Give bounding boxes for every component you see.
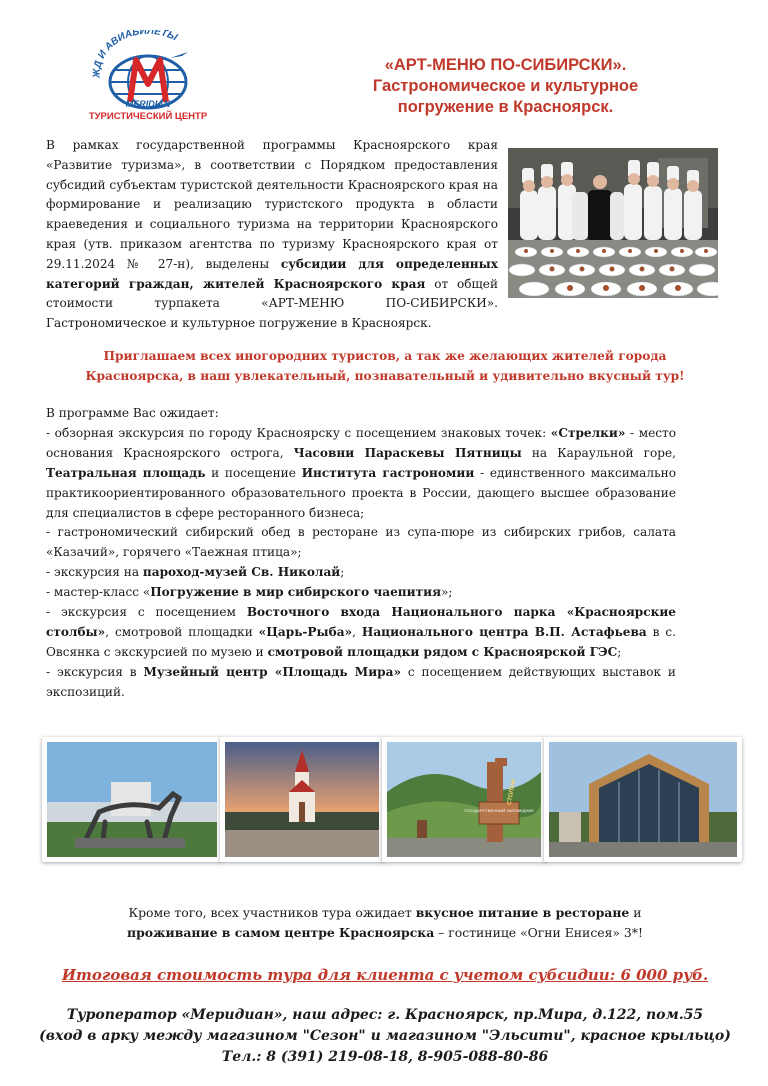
logo-subtitle: ТУРИСТИЧЕСКИЙ ЦЕНТР: [88, 111, 208, 122]
logo-brand: MERIDIAN: [125, 99, 171, 109]
invitation-text: [40, 346, 730, 386]
program-item-tea-masterclass: - мастер-класс «Погружение в мир сибирского чаепития»;: [46, 585, 453, 600]
extra-info: Кроме того, всех участников тура ожидает вкусное питание в ресторане и проживание в самом центре Красноярска – гостинице «Огни Енисея» 3*!: [127, 905, 643, 940]
footer-phones: Тел.: 8 (391) 219-08-18, 8-905-088-80-86: [221, 1049, 549, 1065]
program-item-city-tour: - обзорная экскурсия по городу Красноярску с посещением знаковых точек: «Стрелки» - место основания Красноярского острога, Часовни Параскевы Пятницы на Караульной горе, Театральная площадь и посещение Института гастрономии - единственного максимально практикоориентированного образовательного проекта в России, дающего высшее образование для специалистов в сфере ресторанного бизнеса;: [46, 425, 677, 520]
invitation-line-2: Красноярска, в наш увлекательный, познавательный и удивительно вкусный тур!: [85, 369, 685, 383]
title-line-3: погружение в Красноярск.: [397, 98, 614, 116]
footer-address: Туроператор «Меридиан», наш адрес: г. Красноярск, пр.Мира, д.122, пом.55: [66, 1007, 704, 1023]
page-title: [318, 55, 693, 118]
program-item-steamboat: - экскурсия на пароход-музей Св. Николай;: [46, 565, 345, 580]
title-line-1: «АРТ-МЕНЮ ПО-СИБИРСКИ».: [384, 56, 627, 74]
footer-entrance-note: (вход в арку между магазином "Сезон" и магазином "Эльсити", красное крыльцо): [39, 1028, 731, 1044]
meridian-logo: [78, 30, 218, 122]
intro-text-end: от общей стоимости турпакета «АРТ-МЕНЮ ПО-СИБИРСКИ». Гастрономическое и культурное погружение в Красноярск.: [46, 276, 499, 331]
photo-museum-center: [544, 737, 742, 862]
globe-logo-icon: [78, 30, 218, 122]
program-heading: В программе Вас ожидает:: [46, 406, 219, 420]
photo-horse-sculpture: [42, 737, 222, 862]
contact-footer: [20, 1005, 750, 1068]
title-line-2: Гастрономическое и культурное: [372, 77, 639, 95]
intro-text: В рамках государственной программы Красноярского края «Развитие туризма», в соответствии с Порядком предоставления субсидий субъектам туристской деятельности Красноярского края на формирование и реализацию туристского продукта в области краеведения и социального туризма на территории Красноярского края (утв. приказом агентства по туризму Красноярского края от 29.11.2024 № 27-н), выделены: [46, 138, 498, 271]
tour-price: Итоговая стоимость тура для клиента с учетом субсидии: 6 000 руб.: [61, 966, 709, 984]
chefs-photo: [508, 148, 718, 298]
photo-strip: [42, 737, 742, 862]
photo-chapel: [220, 737, 384, 862]
intro-subsidy-highlight: субсидии для определенных категорий граждан, жителей Красноярского края: [46, 256, 498, 291]
park-sign-text: ГОСУДАРСТВЕННЫЙ ЗАПОВЕДНИК: [464, 808, 534, 813]
photo-stolby-park: [382, 737, 546, 862]
invitation-line-1: Приглашаем всех иногородних туристов, а так же желающих жителей города: [103, 349, 667, 363]
program-item-stolby-park: - экскурсия с посещением Восточного входа Национального парка «Красноярские столбы», смотровой площадки «Царь-Рыба», Национального центра В.П. Астафьева в с. Овсянка с экскурсией по музею и смотровой площадки рядом с Красноярской ГЭС;: [46, 605, 677, 659]
intro-paragraph: [46, 136, 498, 334]
program-item-lunch: - гастрономический сибирский обед в ресторане из супа-пюре из сибирских грибов, салата «Казачий», горячего «Таежная птица»;: [46, 525, 676, 560]
tower-sign-text: СТОЛБЫ: [506, 778, 518, 806]
program-section: [46, 404, 676, 703]
logo-arc-text: ЖД И АВИАБИЛЕТЫ: [91, 30, 179, 79]
program-item-museum-center: - экскурсия в Музейный центр «Площадь Мира» с посещением действующих выставок и экспозиций.: [46, 664, 676, 699]
